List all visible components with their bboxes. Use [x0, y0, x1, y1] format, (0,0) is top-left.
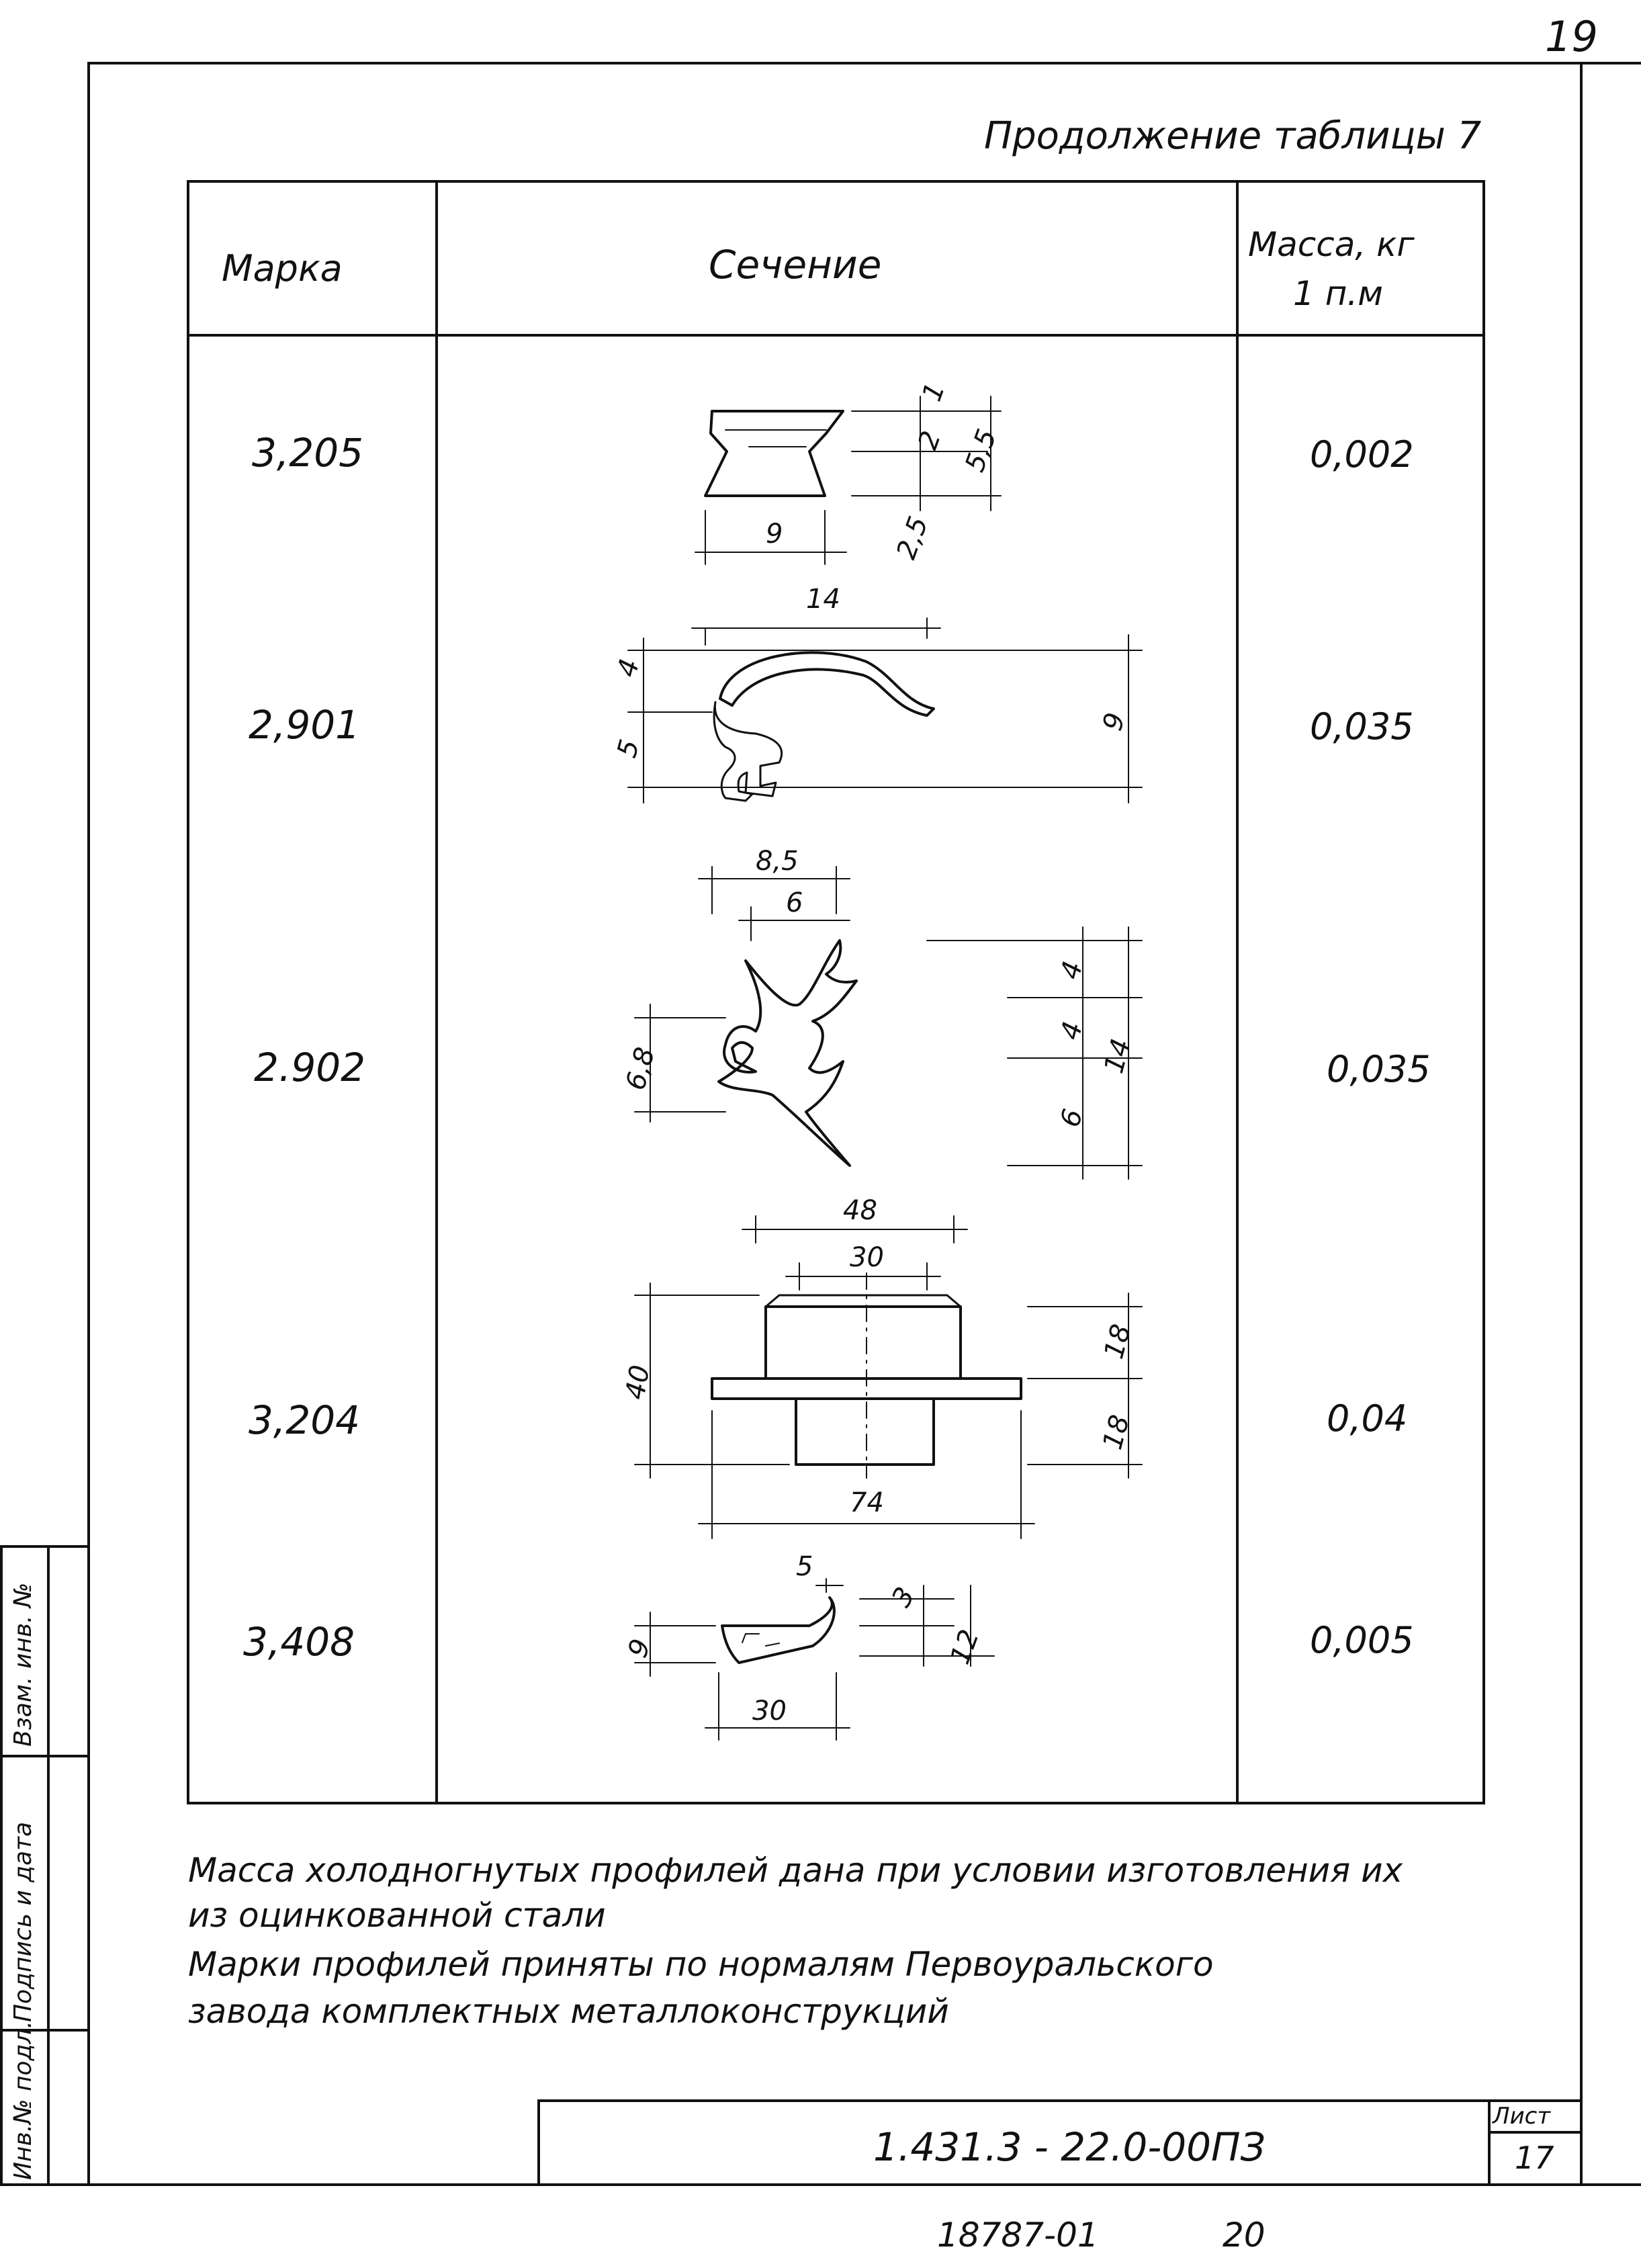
profile-3204-drawing [635, 1216, 1142, 1538]
note-line-4: завода комплектных металлоконструкций [188, 1992, 949, 2031]
dim-3205-2: 2 [912, 427, 948, 454]
archive-sheet: 20 [1223, 2216, 1266, 2255]
row-4-mark: 3,204 [249, 1397, 361, 1443]
row-2-mark: 2,901 [249, 702, 361, 748]
header-mass-line1: Масса, кг [1248, 225, 1415, 264]
profile-3205-drawing [695, 396, 1004, 564]
dim-3205-4: 2,5 [891, 512, 935, 564]
dim-3408-3: 12 [944, 1625, 985, 1669]
row-4-mass: 0,04 [1327, 1397, 1408, 1440]
side-strip-top [0, 1545, 90, 1548]
note-line-3: Марки профилей приняты по нормалям Первоуральского [188, 1945, 1214, 1984]
side-strip-left [0, 1545, 3, 2183]
side-label-replace: Взам. инв. № [9, 1582, 37, 1747]
dim-2902-1: 8,5 [756, 846, 799, 877]
side-strip-sep-1 [0, 1755, 90, 1757]
header-mark: Марка [222, 247, 343, 290]
dim-2901-4: 9 [1097, 709, 1132, 734]
dim-3204-6: 74 [850, 1487, 884, 1518]
side-label-signature: Подпись и дата [9, 1821, 37, 2022]
archive-number: 18787-01 [937, 2216, 1099, 2255]
dim-3204-5: 18 [1097, 1411, 1136, 1453]
row-3-mark: 2.902 [254, 1045, 366, 1090]
stamp-left [537, 2099, 540, 2185]
dim-3408-5: 30 [752, 1696, 787, 1727]
dim-3204-4: 18 [1098, 1321, 1137, 1362]
dim-2902-5: 14 [1098, 1035, 1137, 1077]
note-line-1: Масса холодногнутых профилей дана при условии изготовления их [188, 1851, 1403, 1890]
sheet-label: Лист [1493, 2103, 1551, 2130]
profile-3408-drawing [635, 1579, 994, 1740]
row-2-mass: 0,035 [1310, 705, 1414, 748]
row-5-mass: 0,005 [1310, 1619, 1414, 1661]
dim-2902-7: 6 [1055, 1106, 1090, 1131]
stamp-sheet-sep [1488, 2099, 1491, 2185]
page-number: 19 [1545, 12, 1598, 61]
dim-3205-5: 9 [766, 519, 783, 550]
dim-3408-2: 3 [885, 1581, 922, 1612]
dim-3204-3: 40 [619, 1362, 656, 1402]
document-code: 1.431.3 - 22.0-00ПЗ [873, 2124, 1266, 2170]
side-strip-mid [47, 1545, 50, 2183]
row-1-mass: 0,002 [1310, 433, 1414, 476]
dim-3205-3: 5,5 [959, 425, 1004, 476]
dim-3408-1: 5 [796, 1551, 813, 1582]
side-label-inv: Инв.№ подл. [9, 2021, 37, 2180]
note-line-2: из оцинкованной стали [188, 1896, 606, 1935]
sheet-number: 17 [1515, 2140, 1554, 2176]
header-mass-line2: 1 п.м [1293, 274, 1384, 313]
dim-3204-1: 48 [843, 1195, 877, 1226]
stamp-top [537, 2099, 1583, 2102]
dim-3204-2: 30 [850, 1242, 884, 1273]
dim-3408-4: 9 [622, 1634, 658, 1662]
dim-2902-6: 6,8 [620, 1044, 662, 1094]
dim-2901-1: 14 [806, 584, 840, 615]
row-5-mark: 3,408 [243, 1619, 355, 1665]
row-1-mark: 3,205 [252, 430, 364, 476]
stamp-sheet-row-sep [1488, 2131, 1583, 2134]
dim-2902-3: 4 [1055, 958, 1090, 983]
dim-2901-3: 5 [611, 736, 646, 761]
dim-2901-2: 4 [611, 656, 646, 681]
dim-3205-1: 1 [916, 378, 952, 406]
row-3-mass: 0,035 [1327, 1048, 1431, 1090]
profile-2901-drawing [628, 618, 1142, 803]
header-section: Сечение [709, 242, 882, 288]
dim-2902-4: 4 [1055, 1018, 1090, 1043]
table-continuation-caption: Продолжение таблицы 7 [984, 114, 1482, 158]
dim-2902-2: 6 [786, 887, 803, 918]
